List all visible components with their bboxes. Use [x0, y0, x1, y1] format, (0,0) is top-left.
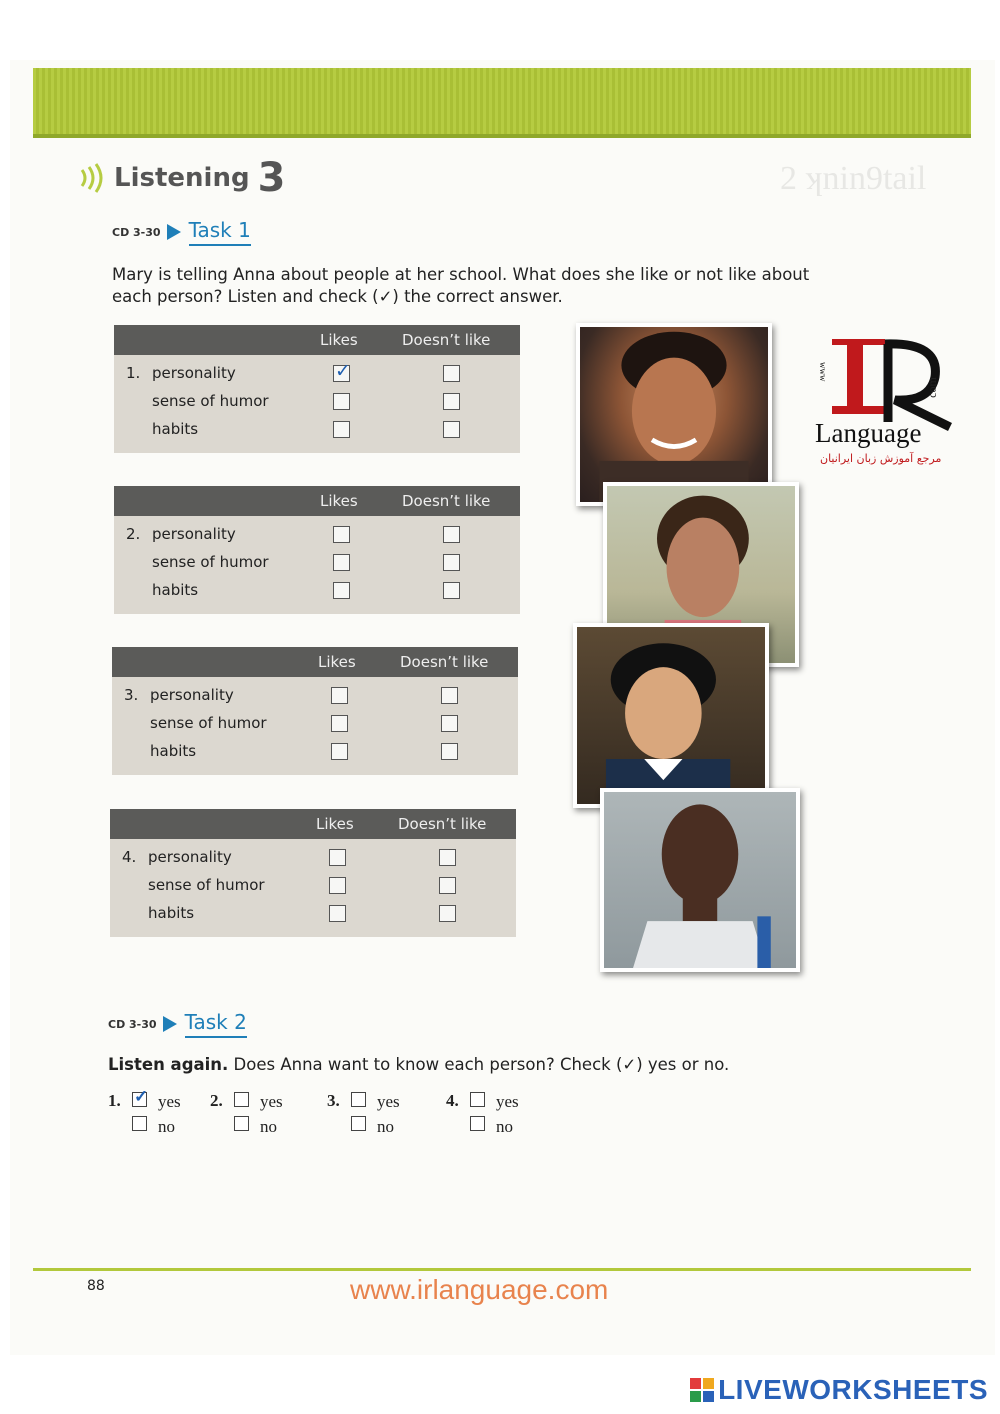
trait-label: habits: [148, 904, 195, 922]
doesnt-like-checkbox[interactable]: [441, 743, 458, 760]
table-row: [114, 520, 520, 548]
doesnt-like-checkbox[interactable]: [441, 687, 458, 704]
photo-4-portrait: [604, 792, 796, 968]
item-number: 4.: [122, 848, 137, 866]
doesnt-like-checkbox[interactable]: [439, 849, 456, 866]
trait-label: sense of humor: [152, 392, 269, 410]
task1-heading: [112, 218, 251, 246]
task2-instruction-text: Does Anna want to know each person? Check (✓) yes or no.: [228, 1055, 730, 1074]
no-label: no: [158, 1117, 175, 1136]
trait-label: sense of humor: [150, 714, 267, 732]
task1-title: Task 1: [189, 218, 251, 246]
section-heading: [76, 155, 286, 201]
task1-table-4: [110, 809, 516, 937]
doesnt-like-checkbox[interactable]: [443, 421, 460, 438]
doesnt-like-checkbox[interactable]: [443, 365, 460, 382]
cd-track-label: CD 3-30: [112, 225, 161, 239]
likes-checkbox[interactable]: [333, 582, 350, 599]
column-likes: Likes: [316, 815, 354, 833]
cd-track-label: CD 3-30: [108, 1017, 157, 1031]
doesnt-like-checkbox[interactable]: [443, 582, 460, 599]
table-row: [114, 548, 520, 576]
answer-number: 1.: [108, 1091, 121, 1110]
svg-text:www: www: [818, 362, 828, 382]
doesnt-like-checkbox[interactable]: [443, 526, 460, 543]
no-label: no: [377, 1117, 394, 1136]
likes-checkbox[interactable]: [329, 905, 346, 922]
answer-number: 4.: [446, 1091, 459, 1110]
task2-title: Task 2: [185, 1010, 247, 1038]
logo-side-text: com: [924, 377, 939, 398]
likes-checkbox[interactable]: [333, 365, 350, 382]
likes-checkbox[interactable]: [333, 554, 350, 571]
section-number: 3: [257, 155, 286, 201]
table-row: [112, 681, 518, 709]
answer-number: 3.: [327, 1091, 340, 1110]
table-header: [112, 647, 518, 677]
task2-instruction: [108, 1055, 729, 1074]
yes-checkbox[interactable]: [351, 1092, 366, 1107]
trait-label: personality: [150, 686, 234, 704]
header-band-edge: [33, 134, 971, 138]
item-number: 2.: [126, 525, 141, 543]
liveworksheets-icon: [690, 1378, 714, 1402]
likes-checkbox[interactable]: [331, 687, 348, 704]
table-row: [110, 899, 516, 927]
page-number: 88: [87, 1278, 105, 1294]
trait-label: habits: [152, 420, 199, 438]
liveworksheets-wordmark: LIVEWORKSHEETS: [718, 1374, 988, 1405]
bleed-through-text: 2 ʞnin9tail: [780, 160, 927, 197]
no-label: no: [496, 1117, 513, 1136]
task2-heading: [108, 1010, 247, 1038]
task1-table-2: [114, 486, 520, 614]
no-checkbox[interactable]: [234, 1116, 249, 1131]
column-likes: Likes: [318, 653, 356, 671]
photo-1-portrait: [580, 327, 768, 502]
liveworksheets-brand: [690, 1374, 988, 1406]
table-row: [114, 576, 520, 604]
doesnt-like-checkbox[interactable]: [439, 905, 456, 922]
trait-label: sense of humor: [152, 553, 269, 571]
item-number: 3.: [124, 686, 139, 704]
table-row: [112, 709, 518, 737]
answer-number: 2.: [210, 1091, 223, 1110]
column-doesnt-like: Doesn’t like: [400, 653, 489, 671]
answer-item-1: [108, 1091, 208, 1141]
task1-instruction: Mary is telling Anna about people at her school. What does she like or not like about each person? Listen and check (✓) the correct answer.: [112, 265, 810, 306]
answer-item-4: [446, 1091, 546, 1141]
irlanguage-logo: [810, 332, 960, 472]
yes-label: yes: [260, 1092, 283, 1111]
yes-label: yes: [496, 1092, 519, 1111]
irlanguage-logo-mark: [810, 332, 960, 472]
section-title: Listening: [114, 163, 250, 193]
doesnt-like-checkbox[interactable]: [441, 715, 458, 732]
table-row: [114, 387, 520, 415]
likes-checkbox[interactable]: [329, 877, 346, 894]
likes-checkbox[interactable]: [331, 743, 348, 760]
table-row: [114, 359, 520, 387]
yes-checkbox[interactable]: [132, 1092, 147, 1107]
item-number: 1.: [126, 364, 141, 382]
photo-person-4: [600, 788, 800, 972]
table-header: [114, 486, 520, 516]
doesnt-like-checkbox[interactable]: [443, 393, 460, 410]
play-triangle-icon: [163, 1016, 177, 1032]
trait-label: habits: [150, 742, 197, 760]
logo-wordmark: Language: [815, 418, 922, 448]
likes-checkbox[interactable]: [333, 526, 350, 543]
likes-checkbox[interactable]: [333, 421, 350, 438]
play-triangle-icon: [167, 224, 181, 240]
photo-person-1: [576, 323, 772, 506]
doesnt-like-checkbox[interactable]: [443, 554, 460, 571]
table-header: [114, 325, 520, 355]
column-doesnt-like: Doesn’t like: [402, 331, 491, 349]
trait-label: personality: [152, 364, 236, 382]
task2-instruction-bold: Listen again.: [108, 1055, 229, 1074]
yes-checkbox[interactable]: [470, 1092, 485, 1107]
task1-table-3: [112, 647, 518, 775]
photo-person-3: [573, 623, 769, 808]
column-likes: Likes: [320, 492, 358, 510]
table-row: [112, 737, 518, 765]
yes-label: yes: [158, 1092, 181, 1111]
column-likes: Likes: [320, 331, 358, 349]
likes-checkbox[interactable]: [329, 849, 346, 866]
answer-item-3: [327, 1091, 427, 1141]
header-band: [33, 68, 971, 134]
answer-item-2: [210, 1091, 310, 1141]
no-checkbox[interactable]: [470, 1116, 485, 1131]
logo-subtitle: مرجع آموزش زبان ایرانیان: [820, 452, 942, 465]
no-label: no: [260, 1117, 277, 1136]
no-checkbox[interactable]: [132, 1116, 147, 1131]
table-header: [110, 809, 516, 839]
doesnt-like-checkbox[interactable]: [439, 877, 456, 894]
trait-label: personality: [152, 525, 236, 543]
column-doesnt-like: Doesn’t like: [398, 815, 487, 833]
site-url[interactable]: www.irlanguage.com: [350, 1274, 609, 1305]
table-row: [114, 415, 520, 443]
yes-checkbox[interactable]: [234, 1092, 249, 1107]
no-checkbox[interactable]: [351, 1116, 366, 1131]
table-row: [110, 843, 516, 871]
footer-rule: [33, 1268, 971, 1271]
column-doesnt-like: Doesn’t like: [402, 492, 491, 510]
task1-table-1: [114, 325, 520, 453]
yes-label: yes: [377, 1092, 400, 1111]
likes-checkbox[interactable]: [331, 715, 348, 732]
trait-label: sense of humor: [148, 876, 265, 894]
sound-waves-icon: [76, 162, 108, 194]
likes-checkbox[interactable]: [333, 393, 350, 410]
trait-label: habits: [152, 581, 199, 599]
trait-label: personality: [148, 848, 232, 866]
photo-3-portrait: [577, 627, 765, 804]
table-row: [110, 871, 516, 899]
